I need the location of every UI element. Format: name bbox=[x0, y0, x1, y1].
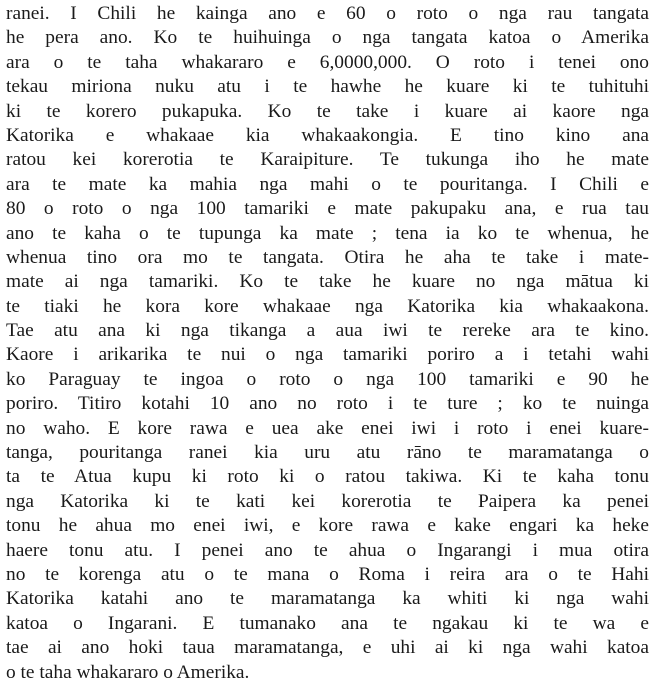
text-line: o te taha whakararo o Amerika. bbox=[6, 661, 250, 683]
text-line: ta te Atua kupu ki roto ki o ratou takiwa. Ki te kaha tonu bbox=[6, 466, 649, 488]
text-line: nga Katorika ki te kati kei korerotia te Paipera ka penei bbox=[6, 490, 649, 512]
text-line: ko Paraguay te ingoa o roto o nga 100 tamariki e 90 he bbox=[6, 368, 649, 390]
text-line: tekau miriona nuku atu i te hawhe he kuare ki te tuhituhi bbox=[6, 76, 649, 98]
text-line: he pera ano. Ko te huihuinga o nga tangata katoa o Amerika bbox=[6, 27, 649, 49]
text-line: Kaore i arikarika te nui o nga tamariki poriro a i tetahi wahi bbox=[6, 344, 649, 366]
text-line: no te korenga atu o te mana o Roma i reira ara o te Hahi bbox=[6, 563, 649, 585]
text-line: poriro. Titiro kotahi 10 ano no roto i te ture ; ko te nuinga bbox=[6, 393, 649, 415]
text-line: ano te kaha o te tupunga ka mate ; tena ia ko te whenua, he bbox=[6, 222, 649, 244]
text-line: mate ai nga tamariki. Ko te take he kuare no nga mātua ki bbox=[6, 271, 649, 293]
text-line: no waho. E kore rawa e uea ake enei iwi i roto i enei kuare- bbox=[6, 417, 649, 439]
body-paragraph bbox=[6, 2, 649, 685]
text-line: ara te mate ka mahia nga mahi o te pouritanga. I Chili e bbox=[6, 173, 649, 195]
text-line: ara o te taha whakararo e 6,0000,000. O roto i tenei ono bbox=[6, 51, 649, 73]
text-line: tae ai ano hoki taua maramatanga, e uhi ai ki nga wahi katoa bbox=[6, 637, 649, 659]
text-line: ranei. I Chili he kainga ano e 60 o roto o nga rau tangata bbox=[6, 3, 649, 24]
text-line: katoa o Ingarani. E tumanako ana te ngakau ki te wa e bbox=[6, 612, 649, 634]
text-line: Katorika katahi ano te maramatanga ka whiti ki nga wahi bbox=[6, 588, 649, 610]
text-line: 80 o roto o nga 100 tamariki e mate pakupaku ana, e rua tau bbox=[6, 198, 649, 220]
text-line: haere tonu atu. I penei ano te ahua o Ingarangi i mua otira bbox=[6, 539, 649, 561]
text-line: Katorika e whakaae kia whakaakongia. E tino kino ana bbox=[6, 124, 649, 146]
text-line: whenua tino ora mo te tangata. Otira he aha te take i mate- bbox=[6, 246, 649, 268]
text-line: ki te korero pukapuka. Ko te take i kuare ai kaore nga bbox=[6, 100, 649, 122]
text-line: Tae atu ana ki nga tikanga a aua iwi te rereke ara te kino. bbox=[6, 320, 649, 342]
text-line: te tiaki he kora kore whakaae nga Katorika kia whakaakona. bbox=[6, 295, 649, 317]
text-line: tanga, pouritanga ranei kia uru atu rāno te maramatanga o bbox=[6, 442, 649, 464]
text-line: ratou kei korerotia te Karaipiture. Te tukunga iho he mate bbox=[6, 149, 649, 171]
text-line: tonu he ahua mo enei iwi, e kore rawa e kake engari ka heke bbox=[6, 515, 649, 537]
